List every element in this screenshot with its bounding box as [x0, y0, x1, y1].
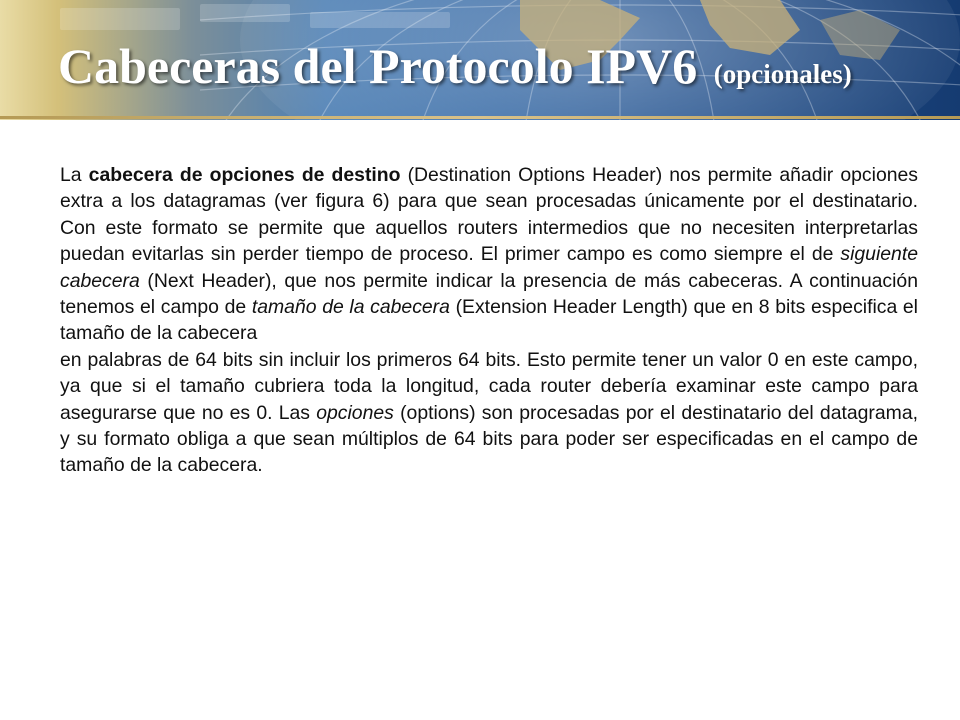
slide-title	[58, 34, 852, 106]
text-run: (options) son procesadas por el destinatario del datagrama, y su formato obliga a que sean múltiplos de 64 bits para poder ser especificadas en el campo de tamaño de la cabecera.	[60, 401, 918, 477]
text-run: La	[60, 164, 89, 186]
slide-body-text	[60, 162, 918, 479]
bold-term-destination-options: cabecera de opciones de destino	[88, 164, 401, 186]
slide-title-main: Cabeceras del Protocolo IPV6	[58, 38, 698, 94]
italic-term-options: opciones	[316, 401, 394, 424]
text-run: (Next Header), que nos permite indicar la presencia de más cabeceras. A continuación tenemos el campo de	[60, 269, 918, 319]
italic-term-header-length: tamaño de la cabecera	[251, 296, 450, 319]
slide-title-sub: (opcionales)	[713, 59, 852, 89]
text-run: en palabras de 64 bits sin incluir los primeros 64 bits. Esto permite tener un valor 0 en este campo, ya que si el tamaño cubriera toda la longitud, cada router debería examinar este campo para asegurarse que no es 0. Las	[60, 348, 918, 424]
text-run: (Extension Header Length) que en 8 bits especifica el tamaño de la cabecera	[60, 296, 918, 345]
text-run: (Destination Options Header) nos permite añadir opciones extra a los datagramas (ver figura 6) para que sean procesadas únicamente por el destinatario. Con este formato se permite que aquellos routers intermedios que no necesiten interpretarlas puedan evitarlas sin perder tiempo de proceso. El primer campo es como siempre el de	[60, 164, 918, 266]
slide-header-banner	[0, 0, 960, 120]
paragraph-1	[60, 162, 918, 347]
italic-term-next-header: siguiente cabecera	[60, 243, 918, 292]
header-divider	[0, 116, 960, 119]
paragraph-2	[60, 347, 918, 479]
